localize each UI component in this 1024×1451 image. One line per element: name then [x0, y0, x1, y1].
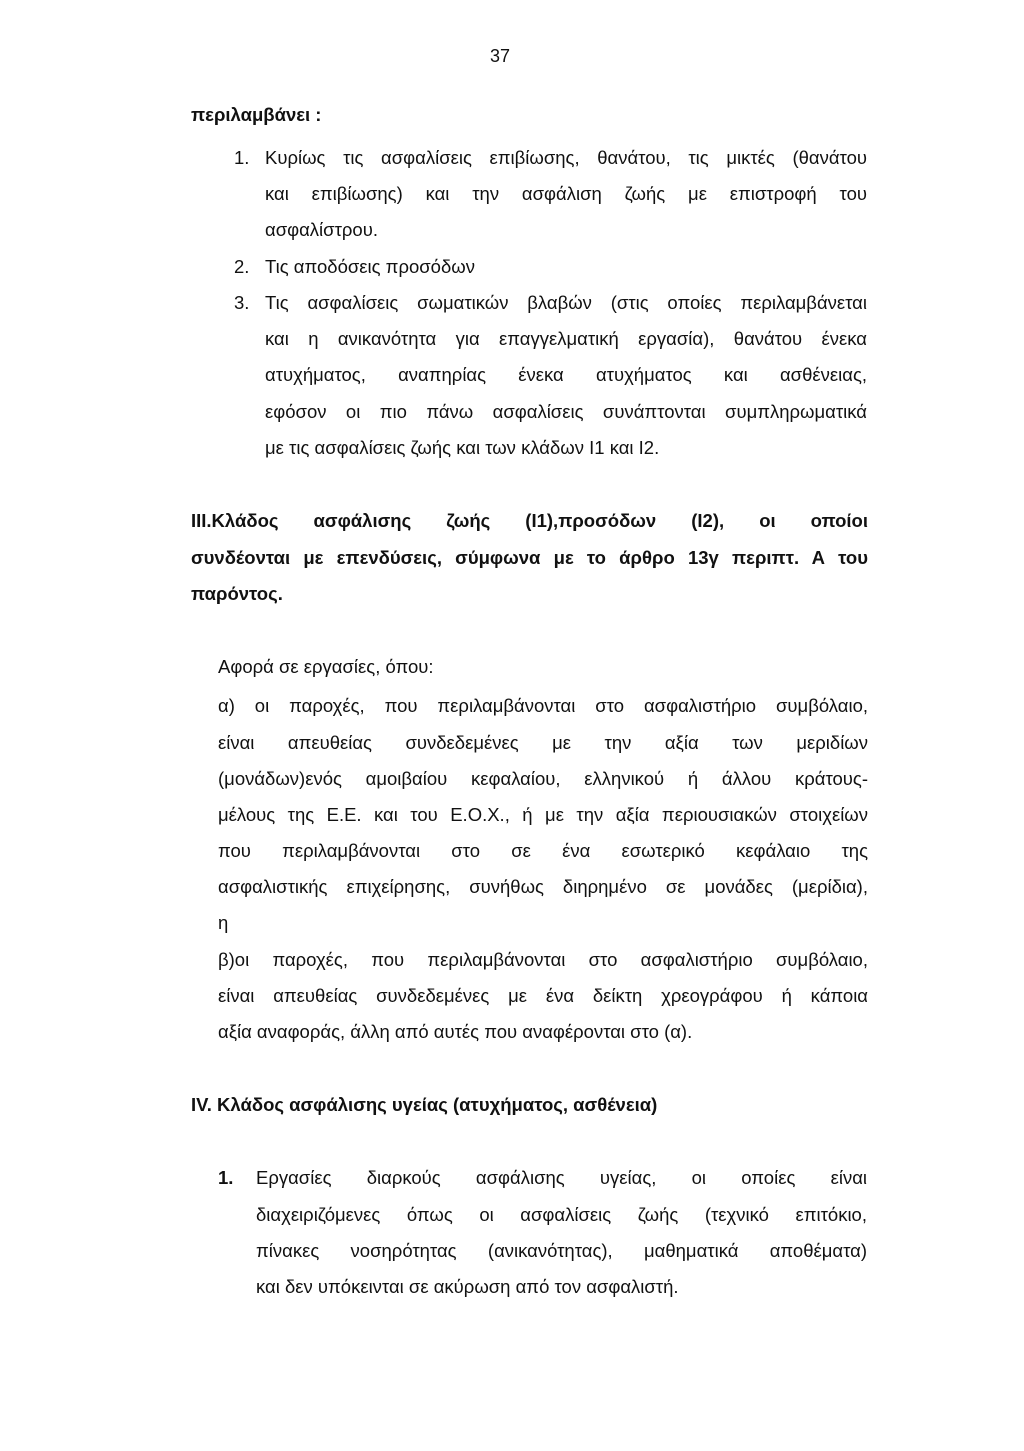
paragraph-line: μέλους της Ε.Ε. και του Ε.Ο.Χ., ή με την αξία περιουσιακών στοιχείων: [218, 804, 868, 825]
intro-heading: περιλαμβάνει :: [191, 104, 322, 125]
list-item-number: 2.: [234, 256, 250, 277]
list-item-line: εφόσον οι πιο πάνω ασφαλίσεις συνάπτονται συμπληρωματικά: [265, 401, 867, 422]
list-item-line: Κυρίως τις ασφαλίσεις επιβίωσης, θανάτου, τις μικτές (θανάτου: [265, 147, 867, 168]
list-item-line: ατυχήματος, αναπηρίας ένεκα ατυχήματος και ασθένειας,: [265, 364, 867, 385]
section-heading-line: παρόντος.: [191, 583, 283, 604]
section-heading: IV. Κλάδος ασφάλισης υγείας (ατυχήματος, ασθένεια): [191, 1094, 658, 1115]
section-intro: Αφορά σε εργασίες, όπου:: [218, 656, 434, 677]
list-item-line: και η ανικανότητα για επαγγελματική εργασία), θανάτου ένεκα: [265, 328, 867, 349]
paragraph-line: η: [218, 912, 229, 933]
list-item-line: πίνακες νοσηρότητας (ανικανότητας), μαθηματικά αποθέματα): [256, 1240, 867, 1261]
list-item-line: Τις αποδόσεις προσόδων: [265, 256, 475, 277]
paragraph-line: που περιλαμβάνονται στο σε ένα εσωτερικό κεφάλαιο της: [218, 840, 868, 861]
paragraph-line: είναι απευθείας συνδεδεμένες με την αξία των μεριδίων: [218, 732, 868, 753]
list-item-line: Τις ασφαλίσεις σωματικών βλαβών (στις οποίες περιλαμβάνεται: [265, 292, 867, 313]
section-heading-line: συνδέονται με επενδύσεις, σύμφωνα με το άρθρο 13γ περιπτ. Α του: [191, 547, 868, 568]
list-item-line: και δεν υπόκεινται σε ακύρωση από τον ασφαλιστή.: [256, 1276, 679, 1297]
paragraph-line: (μονάδων)ενός αμοιβαίου κεφαλαίου, ελληνικού ή άλλου κράτους-: [218, 768, 868, 789]
paragraph-line: β)οι παροχές, που περιλαμβάνονται στο ασφαλιστήριο συμβόλαιο,: [218, 949, 868, 970]
list-item-number: 1.: [218, 1167, 234, 1188]
list-item-line: Εργασίες διαρκούς ασφάλισης υγείας, οι οποίες είναι: [256, 1167, 867, 1188]
page-number: 37: [490, 46, 511, 66]
paragraph-line: ασφαλιστικής επιχείρησης, συνήθως διηρημένο σε μονάδες (μερίδια),: [218, 876, 868, 897]
paragraph-line: α) οι παροχές, που περιλαμβάνονται στο ασφαλιστήριο συμβόλαιο,: [218, 695, 868, 716]
section-heading-line: ΙΙΙ.Κλάδος ασφάλισης ζωής (Ι1),προσόδων (Ι2), οι οποίοι: [191, 510, 868, 531]
paragraph-line: είναι απευθείας συνδεδεμένες με ένα δείκτη χρεογράφου ή κάποια: [218, 985, 868, 1006]
list-item-line: διαχειριζόμενες όπως οι ασφαλίσεις ζωής (τεχνικό επιτόκιο,: [256, 1204, 867, 1225]
list-item-line: και επιβίωσης) και την ασφάλιση ζωής με επιστροφή του: [265, 183, 867, 204]
list-item-line: με τις ασφαλίσεις ζωής και των κλάδων Ι1 και Ι2.: [265, 437, 660, 458]
paragraph-line: αξία αναφοράς, άλλη από αυτές που αναφέρονται στο (α).: [218, 1021, 693, 1042]
list-item-number: 3.: [234, 292, 250, 313]
list-item-line: ασφαλίστρου.: [265, 219, 378, 240]
list-item-number: 1.: [234, 147, 250, 168]
